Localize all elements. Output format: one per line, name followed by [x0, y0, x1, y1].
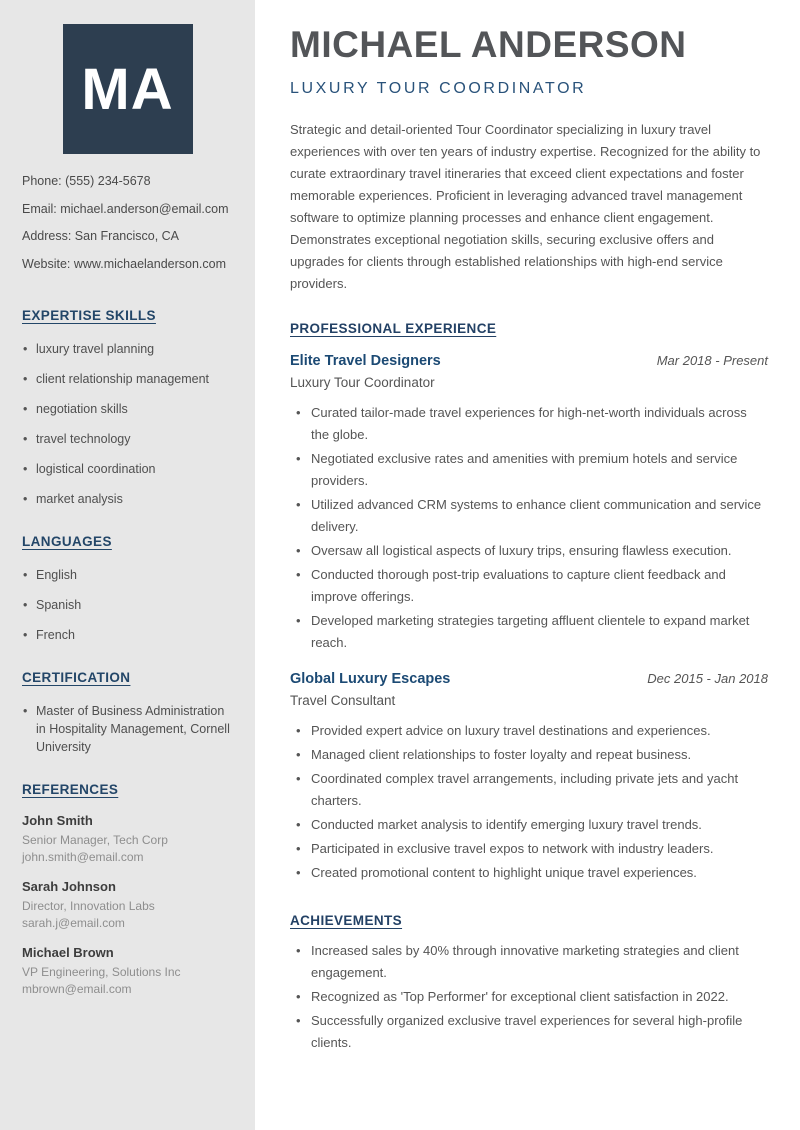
job-bullet: • Provided expert advice on luxury travel destinations and experiences. — [290, 720, 768, 742]
sidebar — [0, 0, 255, 1130]
expertise-skills-list — [22, 340, 233, 508]
section-certification — [22, 670, 233, 756]
section-languages — [22, 534, 233, 644]
contact-email: Email: michael.anderson@email.com — [22, 201, 229, 216]
job-bullet: • Curated tailor-made travel experiences for high-net-worth individuals across the globe. — [290, 402, 768, 446]
job-header — [290, 353, 768, 369]
languages-heading: LANGUAGES — [22, 533, 112, 549]
job-bullet: • Conducted market analysis to identify emerging luxury travel trends. — [290, 814, 768, 836]
job-title: LUXURY TOUR COORDINATOR — [290, 79, 587, 97]
languages-list — [22, 566, 233, 644]
reference-name: Michael Brown — [22, 944, 114, 960]
job-bullet: • Utilized advanced CRM systems to enhance client communication and service delivery. — [290, 494, 768, 538]
reference-entry — [22, 813, 233, 866]
main-content — [255, 0, 800, 1130]
job-bullet: • Managed client relationships to foster loyalty and repeat business. — [290, 744, 768, 766]
person-name: MICHAEL ANDERSON — [290, 24, 687, 65]
job-header — [290, 671, 768, 687]
achievements-list — [290, 940, 768, 1054]
skill-item: • client relationship management — [22, 370, 233, 388]
references-heading: REFERENCES — [22, 781, 119, 797]
job-bullet-list — [290, 720, 768, 884]
job-role: Luxury Tour Coordinator — [290, 374, 435, 390]
language-item: • Spanish — [22, 596, 233, 614]
job-bullet: • Oversaw all logistical aspects of luxury trips, ensuring flawless execution. — [290, 540, 768, 562]
certification-list — [22, 702, 233, 756]
contact-website: Website: www.michaelanderson.com — [22, 256, 227, 271]
language-item: • English — [22, 566, 233, 584]
reference-email: sarah.j@email.com — [22, 915, 125, 930]
job-bullet: • Coordinated complex travel arrangements, including private jets and yacht charters. — [290, 768, 768, 812]
skill-item: • logistical coordination — [22, 460, 233, 478]
reference-role: Senior Manager, Tech Corp — [22, 832, 168, 847]
job-dates: Mar 2018 - Present — [656, 352, 768, 368]
job-bullet: • Participated in exclusive travel expos to network with industry leaders. — [290, 838, 768, 860]
reference-name: Sarah Johnson — [22, 878, 116, 894]
reference-email: mbrown@email.com — [22, 981, 132, 996]
job-role: Travel Consultant — [290, 692, 396, 708]
job-bullet: • Created promotional content to highlight unique travel experiences. — [290, 862, 768, 884]
language-item: • French — [22, 626, 233, 644]
certification-heading: CERTIFICATION — [22, 669, 131, 685]
reference-entry — [22, 879, 233, 932]
profile-summary: Strategic and detail-oriented Tour Coordinator specializing in luxury travel experiences with over ten years of industry expertise. Recognized for the ability to curate extraordinary travel itineraries that exceed client expectations and foster memorable experiences. Proficient in leveraging advanced travel management software to optimize planning processes and enhance client engagement. Demonstrates exceptional negotiation skills, securing exclusive offers and upgrades for clients through established relationships with high-end service providers. — [290, 121, 761, 291]
expertise-skills-heading: EXPERTISE SKILLS — [22, 307, 156, 323]
reference-role: Director, Innovation Labs — [22, 898, 155, 913]
monogram-initials: MA — [81, 56, 174, 122]
monogram-avatar — [63, 24, 193, 154]
skill-item: • market analysis — [22, 490, 233, 508]
section-professional-experience — [290, 321, 768, 884]
achievement-bullet: • Recognized as 'Top Performer' for exceptional client satisfaction in 2022. — [290, 986, 768, 1008]
company-name: Global Luxury Escapes — [290, 670, 451, 687]
achievement-bullet: • Increased sales by 40% through innovative marketing strategies and client engagement. — [290, 940, 768, 984]
section-expertise-skills — [22, 308, 233, 508]
skill-item: • luxury travel planning — [22, 340, 233, 358]
contact-address: Address: San Francisco, CA — [22, 229, 180, 243]
contact-info — [22, 174, 233, 271]
job-dates: Dec 2015 - Jan 2018 — [647, 670, 768, 686]
job-bullet: • Negotiated exclusive rates and amenities with premium hotels and service providers. — [290, 448, 768, 492]
company-name: Elite Travel Designers — [290, 352, 441, 369]
job-bullet: • Conducted thorough post-trip evaluations to capture client feedback and improve offerings. — [290, 564, 768, 608]
certification-item: • Master of Business Administration in Hospitality Management, Cornell University — [22, 702, 233, 756]
achievements-heading: ACHIEVEMENTS — [290, 912, 403, 928]
job-bullet: • Developed marketing strategies targeting affluent clientele to expand market reach. — [290, 610, 768, 654]
reference-email: john.smith@email.com — [22, 849, 144, 864]
professional-experience-heading: PROFESSIONAL EXPERIENCE — [290, 320, 497, 336]
section-achievements — [290, 913, 768, 1054]
job-bullet-list — [290, 402, 768, 654]
achievement-bullet: • Successfully organized exclusive travel experiences for several high-profile clients. — [290, 1010, 768, 1054]
skill-item: • travel technology — [22, 430, 233, 448]
contact-phone: Phone: (555) 234-5678 — [22, 174, 151, 188]
job-entry — [290, 671, 768, 884]
reference-role: VP Engineering, Solutions Inc — [22, 964, 181, 979]
skill-item: • negotiation skills — [22, 400, 233, 418]
references-list — [22, 813, 233, 998]
reference-name: John Smith — [22, 812, 93, 828]
job-entry — [290, 353, 768, 654]
section-references — [22, 782, 233, 998]
reference-entry — [22, 945, 233, 998]
